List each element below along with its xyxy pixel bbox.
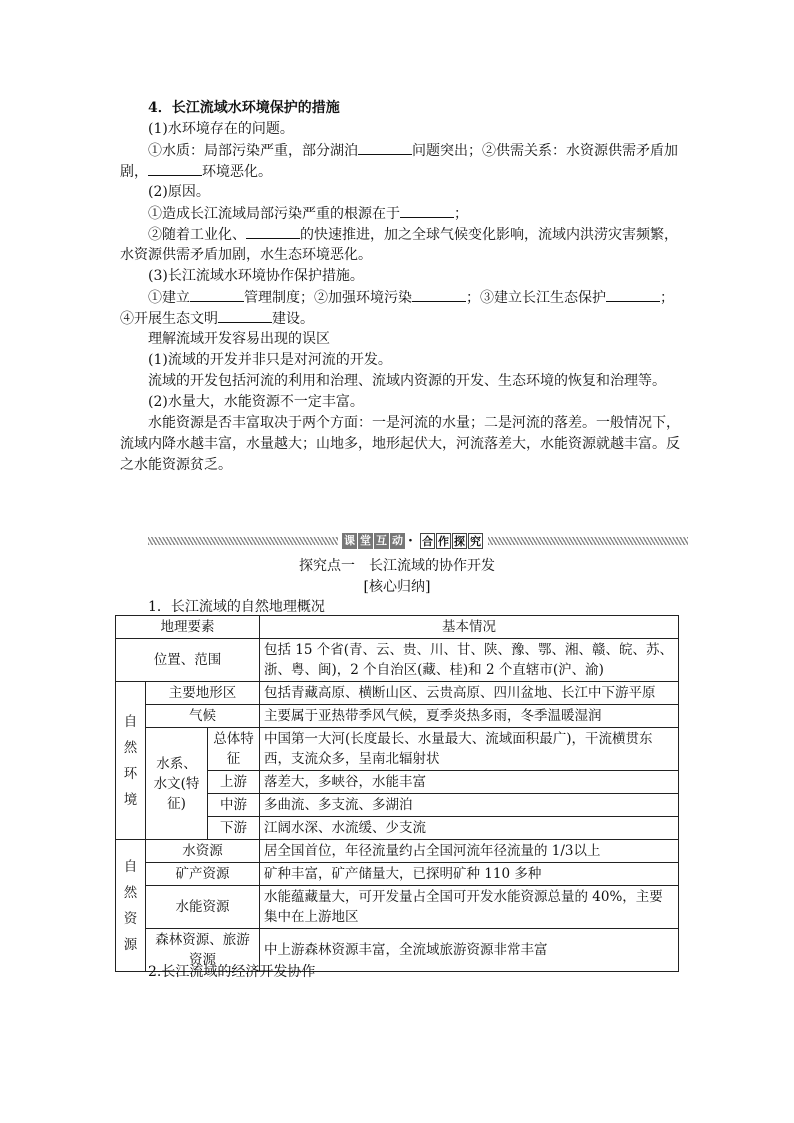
explore-title: 探究点一 长江流域的协作开发 [299,558,495,574]
text-segment: 建设。 [272,311,314,327]
text-segment: ①造成长江流域局部污染严重的根源在于 [148,206,400,222]
text-segment: 管理制度；②加强环境污染 [244,290,412,306]
table-cell: 水资源 [146,840,260,863]
paragraph: (2)水量大，水能资源不一定丰富。 [148,394,364,410]
text-segment: ①建立 [148,290,190,306]
table-cell: 中上游森林资源丰富，全流域旅游资源非常丰富 [260,929,679,972]
explore-subtitle: [核心归纳] [363,579,431,595]
table-cell: 矿种丰富，矿产储量大，已探明矿种 110 多种 [260,863,679,886]
fill-blank[interactable] [412,287,466,302]
table-row [116,840,679,863]
fill-blank[interactable] [218,308,272,323]
banner-char: 作 [438,535,449,548]
paragraph: 之水能资源贫乏。 [120,457,232,473]
paragraph: 水资源供需矛盾加剧，水生态环境恶化。 [120,247,372,263]
table-cell: 中游 [208,794,260,817]
fill-blank[interactable] [606,287,660,302]
table-cell: 矿产资源 [146,863,260,886]
paragraph [148,224,678,245]
text-segment: 环境恶化。 [202,164,272,180]
table-cell: 总体特征 [208,728,260,771]
table-cell: 位置、范围 [116,639,260,682]
table-row [116,682,679,705]
table-row [116,728,679,771]
banner-char: 合 [422,535,433,548]
table-cell: 包括 15 个省(青、云、贵、川、甘、陕、豫、鄂、湘、赣、皖、苏、浙、粤、闽)，2 个自治区(藏、桂)和 2 个直辖市(沪、渝) [260,639,679,682]
paragraph: (2)原因。 [148,184,210,200]
banner-char: 探 [454,535,465,548]
table-row [116,705,679,728]
table-cell: 中国第一大河(长度最长、水量最大、流域面积最广)，干流横贯东西，支流众多，呈南北辐射状 [260,728,679,771]
table-cell: 水能蕴藏量大，可开发量占全国可开发水能资源总量的 40%，主要集中在上游地区 [260,886,679,929]
paragraph: (1)水环境存在的问题。 [148,121,294,137]
paragraph [148,203,468,224]
table-cell: 下游 [208,817,260,840]
paragraph [148,140,678,161]
geography-table [115,615,679,972]
table-cell: 水能资源 [146,886,260,929]
text-segment: ； [454,206,468,222]
table-cell: 主要地形区 [146,682,260,705]
table-cell: 森林资源、旅游资源 [146,929,260,972]
fill-blank[interactable] [358,140,412,155]
table-cell: 多曲流、多支流、多湖泊 [260,794,679,817]
banner-badge-2 [420,532,484,550]
paragraph: (3)长江流域水环境协作保护措施。 [148,268,364,284]
paragraph: (1)流域的开发并非只是对河流的开发。 [148,352,392,368]
text-segment: 的快速推进，加之全球气候变化影响，流域内洪涝灾害频繁， [300,227,678,243]
text-segment: 剧， [120,164,148,180]
fill-blank[interactable] [148,161,202,176]
paragraph [120,161,272,182]
table-cell: 水系、水文(特征) [146,728,208,840]
text-segment: 问题突出；②供需关系：水资源供需矛盾加 [412,143,678,159]
fill-blank[interactable] [400,203,454,218]
banner-char: 堂 [360,534,371,547]
banner-dot: · [408,533,413,549]
table-caption: 1．长江流域的自然地理概况 [148,599,325,615]
banner-char: 互 [376,534,387,547]
table-cell: 江阔水深、水流缓、少支流 [260,817,679,840]
table-cell: 居全国首位，年径流量约占全国河流年径流量的 1/3以上 [260,840,679,863]
text-segment: ； [660,290,674,306]
table-cell: 主要属于亚热带季风气候，夏季炎热多雨，冬季温暖湿润 [260,705,679,728]
table-group-label: 自然资源 [116,840,146,972]
text-segment: ；③建立长江生态保护 [466,290,606,306]
table-row [116,886,679,929]
section-banner [148,532,688,550]
table-cell: 落差大，多峡谷，水能丰富 [260,771,679,794]
table-cell: 上游 [208,771,260,794]
table-group-label: 自然环境 [116,682,146,840]
paragraph: 流域内降水越丰富，水量越大；山地多，地形起伏大，河流落差大，水能资源就越丰富。反 [120,436,680,452]
paragraph [120,308,314,329]
banner-badge-1 [342,532,406,550]
table-cell: 气候 [146,705,260,728]
paragraph: 水能资源是否丰富取决于两个方面：一是河流的水量；二是河流的落差。一般情况下， [148,415,680,431]
table-cell: 包括青藏高原、横断山区、云贵高原、四川盆地、长江中下游平原 [260,682,679,705]
table-header: 地理要素 [116,616,260,639]
text-segment: ②随着工业化、 [148,227,246,243]
banner-char: 课 [344,534,355,547]
table-header: 基本情况 [260,616,679,639]
table-row [116,639,679,682]
table-row [116,863,679,886]
banner-char: 动 [392,534,403,547]
text-segment: ①水质：局部污染严重，部分湖泊 [148,143,358,159]
hatch-rule-right [488,537,688,545]
section-heading: 4．长江流域水环境保护的措施 [148,100,340,116]
subsection-title: 理解流域开发容易出现的误区 [148,331,330,347]
hatch-rule-left [148,537,338,545]
banner-char: 究 [470,535,481,548]
fill-blank[interactable] [246,224,300,239]
fill-blank[interactable] [190,287,244,302]
section-footer: 2.长江流域的经济开发协作 [148,964,316,980]
text-segment: ④开展生态文明 [120,311,218,327]
paragraph [148,287,674,308]
paragraph: 流域的开发包括河流的利用和治理、流域内资源的开发、生态环境的恢复和治理等。 [148,373,666,389]
table-row [116,616,679,639]
